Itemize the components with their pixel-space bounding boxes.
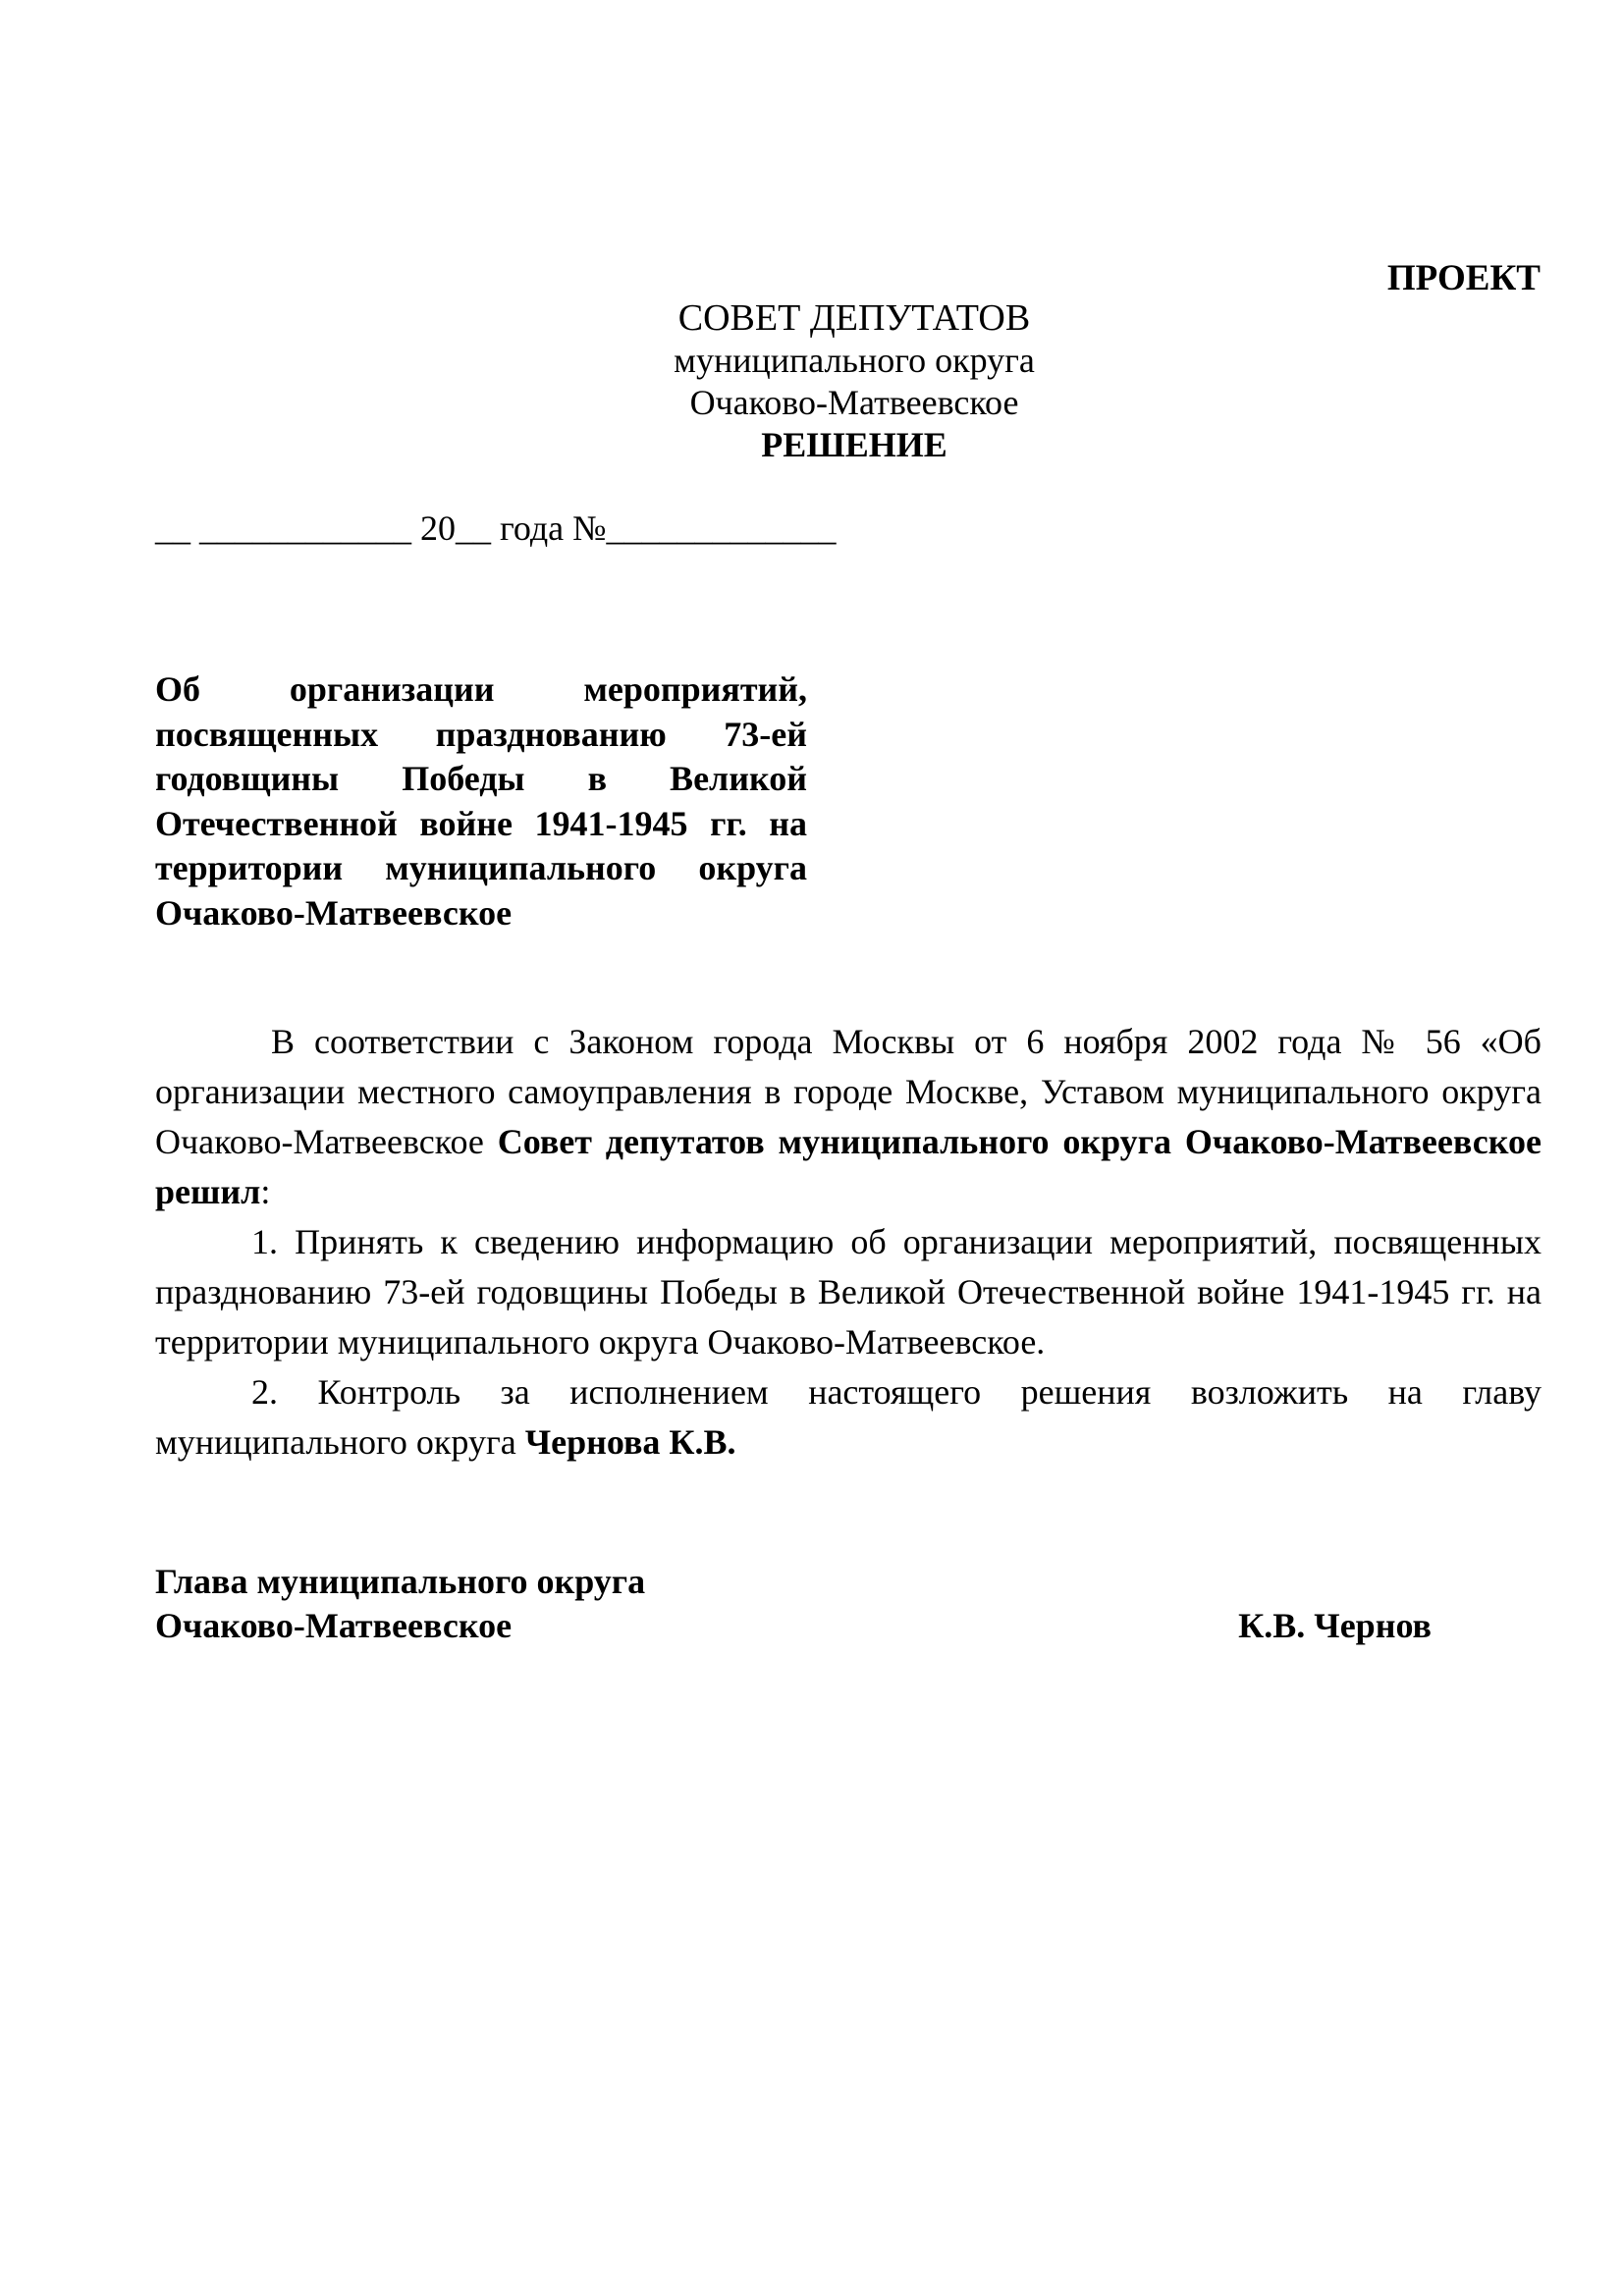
preamble-resolution: Совет депутатов муниципального округа Очаково-Матвеевское решил: [155, 1122, 1542, 1211]
council-name: СОВЕТ ДЕПУТАТОВ: [677, 297, 1031, 339]
decision-title: [155, 667, 807, 935]
item-2-responsible: Чернова К.В.: [524, 1422, 736, 1462]
item-2-text: 2. Контроль за исполнением настоящего решения возложить на главу муниципального округа: [155, 1372, 1542, 1462]
title-line: Отечественной войне 1941-1945 гг. на: [155, 803, 807, 843]
preamble-paragraph: [155, 1017, 1542, 1217]
preamble-text: В соответствии с Законом города Москвы от 6 ноября 2002 года № 56 «Об организации местного самоуправления в городе Москве, Уставом муниципального округа Очаково-Матвеевское: [155, 1022, 1542, 1161]
preamble-colon: :: [260, 1172, 271, 1211]
draft-mark: ПРОЕКТ: [1386, 258, 1541, 298]
title-line: посвященных празднованию 73-ей: [155, 714, 807, 754]
signature-block: [155, 1560, 1432, 1648]
document-header: [609, 296, 1100, 466]
document-type: РЕШЕНИЕ: [761, 425, 947, 464]
title-line: Очаково-Матвеевское: [155, 892, 513, 933]
decision-body: [155, 1017, 1542, 1468]
title-line: Об организации мероприятий,: [155, 669, 807, 709]
decision-item-2: [155, 1367, 1542, 1468]
signatory-position-line1: Глава муниципального округа: [155, 1562, 646, 1601]
signatory-name: К.В. Чернов: [1238, 1606, 1432, 1645]
decision-item-1: 1. Принять к сведению информацию об организации мероприятий, посвященных празднованию 73-ей годовщины Победы в Великой Отечественной войне 1941-1945 гг. на территории муниципального округа Очаково-Матвеевское.: [155, 1222, 1542, 1362]
signatory-position-line2: Очаково-Матвеевское: [155, 1606, 513, 1645]
title-line: годовщины Победы в Великой: [155, 759, 807, 798]
district-name: Очаково-Матвеевское: [689, 383, 1019, 422]
municipal-district-label: муниципального округа: [674, 341, 1035, 380]
title-line: территории муниципального округа: [155, 848, 807, 887]
date-number-line: __ ____________ 20__ года №_____________: [155, 508, 837, 548]
